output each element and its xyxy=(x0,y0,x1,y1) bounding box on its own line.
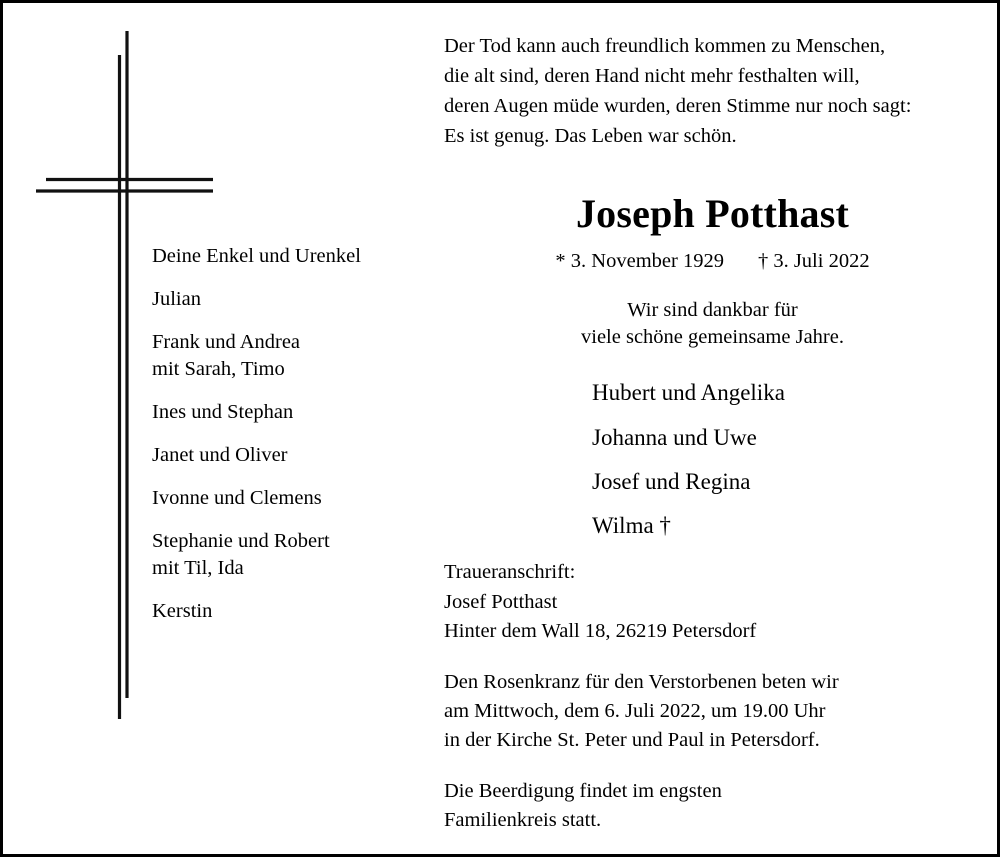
list-item xyxy=(152,286,417,313)
address-name: Josef Potthast xyxy=(444,590,558,613)
poem-line: deren Augen müde wurden, deren Stimme nur noch sagt: xyxy=(444,95,912,118)
burial-line: Familienkreis statt. xyxy=(444,809,602,832)
mourning-address xyxy=(444,558,981,645)
grandchildren-heading: Deine Enkel und Urenkel xyxy=(152,245,361,267)
list-item xyxy=(152,598,417,625)
life-dates xyxy=(444,250,981,273)
grandchildren-column xyxy=(152,243,417,641)
grandchild-name: Janet und Oliver xyxy=(152,444,288,467)
birth-date: * 3. November 1929 xyxy=(555,249,724,272)
list-item xyxy=(152,442,417,469)
grandchild-name: Ivonne und Clemens xyxy=(152,487,322,510)
grandchild-name: Ines und Stephan xyxy=(152,401,294,424)
list-item xyxy=(152,329,417,383)
rosary-line: am Mittwoch, dem 6. Juli 2022, um 19.00 Uhr xyxy=(444,699,826,722)
list-item: Hubert und Angelika xyxy=(592,380,785,406)
grandchild-name: Kerstin xyxy=(152,600,213,623)
list-item: Josef und Regina xyxy=(592,468,751,494)
grandchild-name: Frank und Andrea xyxy=(152,331,301,354)
grandchild-name: Julian xyxy=(152,288,201,311)
poem-line: die alt sind, deren Hand nicht mehr festhalten will, xyxy=(444,65,860,88)
rosary-info xyxy=(444,668,981,755)
grandchild-children: mit Sarah, Timo xyxy=(152,358,285,381)
burial-line: Die Beerdigung findet im engsten xyxy=(444,780,722,803)
gratitude-line: Wir sind dankbar für xyxy=(627,298,798,321)
main-column xyxy=(444,31,981,835)
deceased-name: Joseph Potthast xyxy=(575,190,850,236)
memorial-poem xyxy=(444,31,981,152)
burial-info xyxy=(444,777,981,835)
list-item xyxy=(152,485,417,512)
grandchild-children: mit Til, Ida xyxy=(152,557,244,580)
list-item: Johanna und Uwe xyxy=(592,424,757,450)
poem-line: Es ist genug. Das Leben war schön. xyxy=(444,125,737,148)
address-street: Hinter dem Wall 18, 26219 Petersdorf xyxy=(444,619,757,642)
death-date: † 3. Juli 2022 xyxy=(757,249,870,272)
gratitude-line: viele schöne gemeinsame Jahre. xyxy=(581,326,844,349)
grandchild-name: Stephanie und Robert xyxy=(152,530,330,553)
gratitude-text xyxy=(444,297,981,353)
children-list xyxy=(444,380,981,538)
list-item: Wilma † xyxy=(592,513,671,539)
list-item xyxy=(152,528,417,582)
rosary-line: Den Rosenkranz für den Verstorbenen beten wir xyxy=(444,670,839,693)
rosary-line: in der Kirche St. Peter und Paul in Petersdorf. xyxy=(444,728,820,751)
address-label: Traueranschrift: xyxy=(444,561,576,584)
list-item xyxy=(152,399,417,426)
poem-line: Der Tod kann auch freundlich kommen zu Menschen, xyxy=(444,35,886,57)
